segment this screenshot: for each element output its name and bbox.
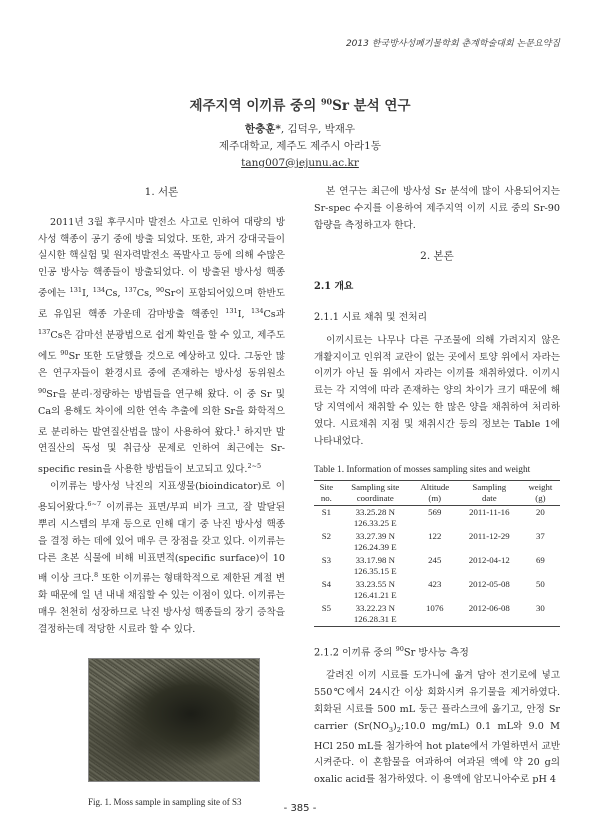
section-2-1-heading: 2.1 개요 bbox=[314, 281, 354, 293]
co-authors: , 김덕우, 박재우 bbox=[280, 123, 356, 135]
right-column bbox=[314, 184, 560, 789]
header-date: Sampling date bbox=[458, 481, 521, 506]
intro-heading: 1. 서론 bbox=[144, 186, 179, 198]
measurement-paragraph: 갈려진 이끼 시료를 도가니에 옮겨 담아 전기로에 넣고 550℃에서 24시간 이상 회화시켜 유기물을 제거하였다. 회화된 시료를 500 mL 둥근 플라스크에 옮기고, 안정 Sr carrier ($Sr(NO_3)_2;10.0$ mg/mL) 0.1 mL와 9.0 M HCl 250 mL를 첨가하여 hot plate에서 가열하면서 교반시켜준다. 이 혼합물을 여과하여 여과된 액에 약 20 g의 oxalic acid를 첨가하였다. 이 용액에 암모니아수로 pH 4 bbox=[314, 670, 560, 786]
title-pre: 제주지역 이끼류 중의 bbox=[189, 98, 321, 114]
header-weight: weight (g) bbox=[521, 481, 560, 506]
author-block bbox=[0, 121, 600, 172]
title-sup: 90 bbox=[320, 96, 333, 107]
left-column bbox=[38, 184, 285, 639]
running-head: 2013 한국방사성폐기물학회 춘계학술대회 논문요약집 bbox=[345, 39, 560, 49]
table-row: S4 33.23.55 N 126.41.21 E 423 2012-05-08 50 bbox=[321, 579, 545, 601]
lead-author: 한충훈* bbox=[244, 123, 281, 135]
author-email[interactable]: tang007@jejunu.ac.kr bbox=[241, 157, 359, 169]
title-post: Sr 분석 연구 bbox=[332, 98, 411, 114]
header-site: Site no. bbox=[314, 481, 339, 506]
section-2-1-1-heading: 2.1.1 시료 채취 및 전처리 bbox=[314, 311, 428, 323]
table-row: S1 33.25.28 N 126.33.25 E 569 2011-11-16 20 bbox=[321, 507, 545, 529]
page-number: - 385 - bbox=[283, 803, 317, 814]
table-row: S3 33.17.98 N 126.35.15 E 245 2012-04-12 69 bbox=[321, 555, 545, 577]
moss-sample-photo bbox=[88, 658, 260, 782]
table-row: S2 33.27.39 N 126.24.39 E 122 2011-12-29 37 bbox=[321, 531, 545, 553]
table-1-caption: Table 1. Information of mosses sampling sites and weight bbox=[314, 465, 531, 476]
sampling-table bbox=[314, 480, 560, 627]
sampling-paragraph: 이끼시료는 나무나 다른 구조물에 의해 가려지지 않은 개활지이고 인위적 교란이 없는 곳에서 토양 위에서 자라는 이끼가 아닌 돌 위에서 자라는 이끼를 채취하였다. 이끼시료는 각 지역에 따라 존재하는 양의 차이가 크기 때문에 해당 지역에서 채취할 수 있는 한 많은 양을 채취하여 처리하였다. 시료채취 지점 및 채취시간 등의 정보는 Table 1에 나타내었다. bbox=[314, 334, 560, 447]
body-heading: 2. 본론 bbox=[420, 250, 454, 263]
author-names bbox=[0, 121, 600, 138]
table-header-row bbox=[314, 481, 560, 506]
affiliation: 제주대학교, 제주도 제주시 아라1동 bbox=[218, 140, 382, 152]
intro-paragraph-2: 이끼류는 방사성 낙진의 지표생물(bioindicator)로 이용되어왔다.$^{6\sim 7}$ 이끼류는 표면/부피 비가 크고, 잘 발달된 뿌리 시스템의 부재 등으로 인해 대기 중 낙진 방사성 핵종을 결정 하는 데에 있어 매우 큰 장점을 갖고 있다. 이끼류는 다른 초본 식물에 비해 비표면적(specific surface)이 10배 이상 크다.$^8$ 또한 이끼류는 형태학적으로 제한된 계절 변화 때문에 일 년 내내 채집할 수 있는 이점이 있다. 이끼류는 매우 천천히 성장하므로 낙진 방사성 핵종들의 장기 증착을 결정하는데 적당한 시료라 할 수 있다. bbox=[38, 481, 285, 636]
header-coordinate: Sampling site coordinate bbox=[339, 481, 412, 506]
header-altitude: Altitude (m) bbox=[412, 481, 458, 506]
intro-paragraph-1: 2011년 3월 후쿠시마 발전소 사고로 인하여 대량의 방사성 핵종이 공기 중에 방출 되었다. 또한, 과거 강대국들이 실시한 핵실험 및 원자력발전소 폭발사고 등에 의해 수많은 인공 방사능 핵종들이 방출되었다. 이 방출된 방사성 핵종 중에는 $^{131}$I, $^{134}$Cs, $^{137}$Cs, $^{90}$Sr이 포함되어있으며 한반도로 유입된 핵종 가운데 감마방출 핵종인 $^{131}$I, $^{134}$Cs과 $^{137}$Cs은 감마선 분광법으로 쉽게 확인을 할 수 있고, 제주도에도 $^{90}$Sr 또한 도달했을 것으로 예상하고 있다. 그동안 많은 연구자들이 환경시료 중에 존재하는 방사성 동위원소 $^{90}$Sr을 분리·정량하는 방법들을 연구해 왔다. 이 중 Sr 및 Ca의 용해도 차이에 의한 연속 추출에 의한 Sr을 화학적으로 분리하는 발연질산법을 많이 사용하여 왔다.$^1$ 하지만 발연질산의 독성 및 취급상 문제로 인하여 최근에는 Sr-specific resin을 사용한 방법들이 보고되고 있다.$^{2\sim 5}$ bbox=[38, 216, 286, 476]
paper-title bbox=[0, 94, 600, 114]
figure-1-caption: Fig. 1. Moss sample in sampling site of S3 bbox=[88, 797, 242, 807]
section-2-1-2-heading: 2.1.2 이끼류 중의 $^{90}$Sr 방사능 측정 bbox=[314, 645, 469, 659]
intro-paragraph-3: 본 연구는 최근에 방사성 Sr 분석에 많이 사용되어지는 Sr-spec 수지를 이용하여 제주지역 이끼 시료 중의 Sr-90 함량을 측정하고자 한다. bbox=[314, 186, 560, 231]
table-row: S5 33.22.23 N 126.28.31 E 1076 2012-06-08 30 bbox=[314, 602, 560, 627]
